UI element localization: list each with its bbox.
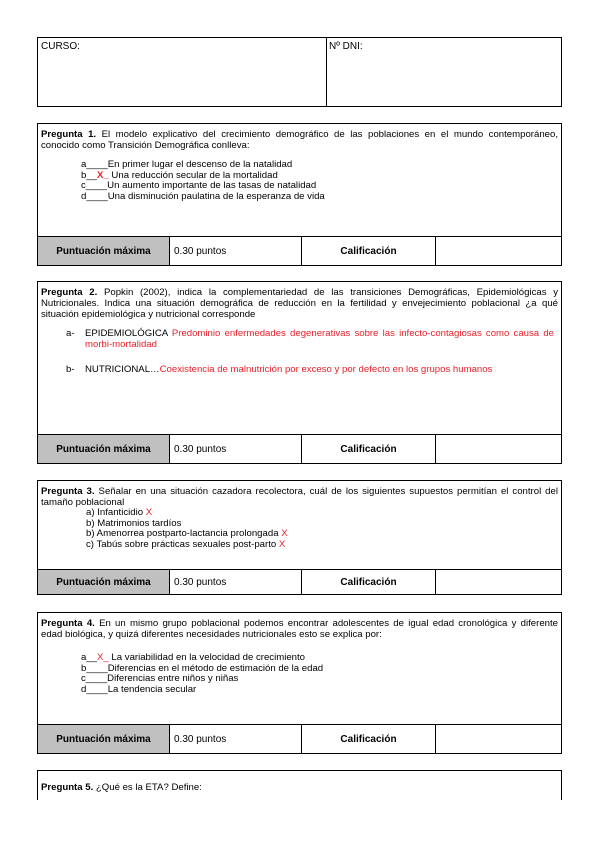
option-b2[interactable]: b) Amenorrea postparto-lactancia prolongada X xyxy=(86,528,288,539)
answer-mark: X xyxy=(145,507,153,518)
answer-text: Predominio enfermedades degenerativas sobre las infecto-contagiosas como causa de morbi-mortalidad xyxy=(85,328,554,350)
max-score-value: 0.30 puntos xyxy=(170,570,302,594)
option-c[interactable]: c____Diferencias entre niños y niñas xyxy=(81,673,239,684)
question-4 xyxy=(37,612,562,754)
answer-mark: X xyxy=(278,538,286,550)
question-4-options xyxy=(41,653,558,695)
question-5-text: Pregunta 5. ¿Qué es la ETA? Define: xyxy=(41,782,202,793)
option-d[interactable]: d____Una disminución paulatina de la esperanza de vida xyxy=(81,190,325,202)
option-a[interactable]: a____En primer lugar el descenso de la natalidad xyxy=(81,159,293,170)
question-2-text: Pregunta 2. Popkin (2002), indica la complementariedad de las transiciones Demográficas, Epidemiológicas y Nutricionales. Indica una situación demográfica de reducción en la fertilidad y envejecimiento poblacional ¿a qué situación epidemiológica y nutricional corresponde xyxy=(41,287,559,320)
question-3-options xyxy=(41,508,558,550)
grade-field[interactable] xyxy=(436,725,561,753)
grade-field[interactable] xyxy=(436,435,561,463)
max-score-value: 0.30 puntos xyxy=(170,435,302,463)
dni-label: Nº DNI: xyxy=(329,41,363,52)
max-score-label: Puntuación máxima xyxy=(38,725,170,753)
answer-mark: X xyxy=(281,528,288,539)
option-c[interactable]: c) Tabús sobre prácticas sexuales post-parto X xyxy=(86,538,286,550)
question-4-text: Pregunta 4. En un mismo grupo poblacional podemos encontrar adolescentes de igual edad cronológica y diferente edad biológica, y quizá diferentes necesidades nutricionales esto se explica por: xyxy=(41,618,558,640)
score-row xyxy=(38,236,561,265)
question-3-text: Pregunta 3. Señalar en una situación cazadora recolectora, cuál de los siguientes supuestos permitían el control del tamaño poblacional xyxy=(41,486,558,508)
option-a[interactable]: a) Infanticidio X xyxy=(86,507,153,518)
question-1-text: Pregunta 1. El modelo explicativo del crecimiento demográfico de las poblaciones en el mundo contemporáneo, conocido como Transición Demográfica conlleva: xyxy=(41,129,558,151)
grade-label: Calificación xyxy=(302,725,436,753)
option-b[interactable]: b) Matrimonios tardíos xyxy=(86,517,182,529)
score-row xyxy=(38,724,561,753)
option-a[interactable]: a__X_ La variabilidad en la velocidad de crecimiento xyxy=(81,652,306,663)
max-score-value: 0.30 puntos xyxy=(170,725,302,753)
answer-mark: X_ xyxy=(97,652,109,663)
dni-field[interactable] xyxy=(326,38,561,106)
max-score-label: Puntuación máxima xyxy=(38,570,170,594)
grade-label: Calificación xyxy=(302,570,436,594)
answer-b: b- NUTRICIONAL…Coexistencia de malnutrición por exceso y por defecto en los grupos humanos xyxy=(66,364,493,375)
grade-label: Calificación xyxy=(302,435,436,463)
answer-a: a- EPIDEMIOLÓGICA Predominio enfermedades degenerativas sobre las infecto-contagiosas como causa de morbi-mortalidad xyxy=(66,328,554,350)
question-1 xyxy=(37,123,562,266)
option-d[interactable]: d____La tendencia secular xyxy=(81,683,197,695)
score-row xyxy=(38,569,561,594)
grade-field[interactable] xyxy=(436,237,561,265)
option-b[interactable]: b____Diferencias en el método de estimación de la edad xyxy=(81,662,324,674)
score-row xyxy=(38,434,561,463)
max-score-label: Puntuación máxima xyxy=(38,237,170,265)
option-c[interactable]: c____Un aumento importante de las tasas de natalidad xyxy=(81,180,317,191)
grade-field[interactable] xyxy=(436,570,561,594)
question-2 xyxy=(37,281,562,464)
question-1-options xyxy=(41,160,558,202)
question-3 xyxy=(37,480,562,595)
curso-field[interactable] xyxy=(38,38,327,106)
student-header xyxy=(37,37,562,107)
curso-label: CURSO: xyxy=(41,41,80,52)
answer-mark: X_ xyxy=(97,169,109,181)
grade-label: Calificación xyxy=(302,237,436,265)
option-b[interactable]: b__X_ Una reducción secular de la mortalidad xyxy=(81,169,278,181)
answer-text: Coexistencia de malnutrición por exceso y por defecto en los grupos humanos xyxy=(159,364,493,375)
question-5 xyxy=(37,770,562,800)
max-score-value: 0.30 puntos xyxy=(170,237,302,265)
max-score-label: Puntuación máxima xyxy=(38,435,170,463)
